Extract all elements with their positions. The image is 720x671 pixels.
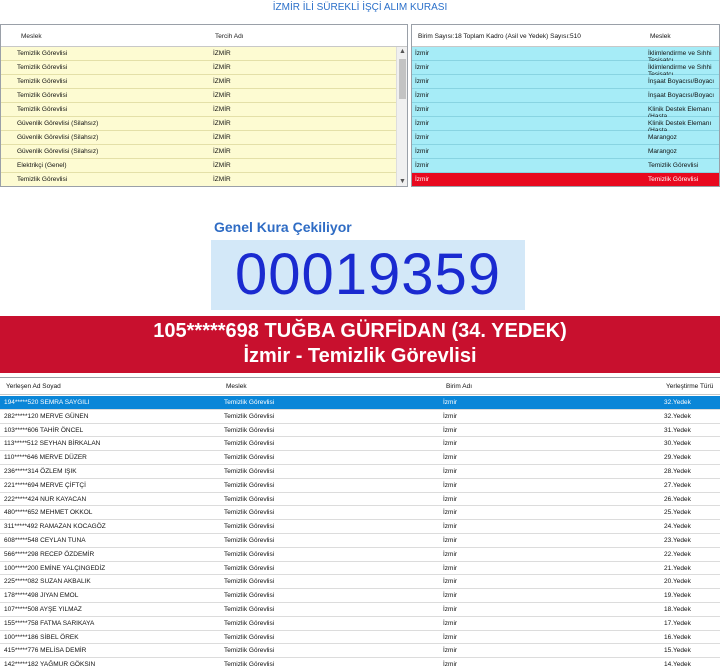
cell: 110*****646 MERVE DÜZER xyxy=(4,454,87,462)
cell: 32.Yedek xyxy=(664,412,691,420)
table-row[interactable] xyxy=(1,47,398,61)
scroll-up-icon[interactable]: ▲ xyxy=(399,48,406,55)
cell: 15.Yedek xyxy=(664,647,691,655)
cell: 107*****508 AYŞE YILMAZ xyxy=(4,605,82,613)
draw-status-label: Genel Kura Çekiliyor xyxy=(214,219,352,235)
cell: İZMİR xyxy=(213,134,231,141)
cell: Temizlik Görevlisi xyxy=(224,578,275,586)
cell: Temizlik Görevlisi xyxy=(17,64,68,71)
table-row[interactable] xyxy=(0,617,720,631)
table-row[interactable] xyxy=(412,173,719,187)
cell: 22.Yedek xyxy=(664,550,691,558)
cell: 225*****082 SUZAN AKBALIK xyxy=(4,578,91,586)
cell: İzmir xyxy=(443,578,458,586)
draw-counter-box xyxy=(211,240,525,310)
cell: 24.Yedek xyxy=(664,523,691,531)
cell: Marangoz xyxy=(648,134,677,141)
cell: 282*****120 MERVE GÜNEN xyxy=(4,412,89,420)
column-header-ad-soyad[interactable]: Yerleşen Ad Soyad xyxy=(6,383,61,390)
table-row[interactable] xyxy=(0,603,720,617)
cell: Temizlik Görevlisi xyxy=(224,633,275,641)
cell: İzmir xyxy=(443,440,458,448)
cell: İzmir xyxy=(415,78,430,85)
cell: İzmir xyxy=(443,661,458,669)
preference-grid-header xyxy=(1,25,407,47)
column-header-birim[interactable]: Birim Sayısı:18 Toplam Kadro (Asil ve Yedek) Sayısı:510 xyxy=(418,33,581,40)
cell: Temizlik Görevlisi xyxy=(224,399,275,406)
cell: Güvenlik Görevlisi (Silahsız) xyxy=(17,120,99,127)
table-row[interactable] xyxy=(0,451,720,465)
cell: Temizlik Görevlisi xyxy=(224,523,275,531)
cell: Temizlik Görevlisi xyxy=(224,454,275,462)
cell: İZMİR xyxy=(213,106,231,113)
table-row[interactable] xyxy=(0,493,720,507)
table-row[interactable] xyxy=(1,159,398,173)
column-header-meslek[interactable]: Meslek xyxy=(650,33,671,40)
table-row[interactable] xyxy=(0,437,720,451)
table-row[interactable] xyxy=(0,465,720,479)
cell: Temizlik Görevlisi xyxy=(17,106,68,113)
cell: Temizlik Görevlisi xyxy=(224,619,275,627)
cell: Temizlik Görevlisi xyxy=(17,78,68,85)
cell: İzmir xyxy=(443,467,458,475)
cell: İZMİR xyxy=(213,64,231,71)
table-row[interactable] xyxy=(0,631,720,645)
placement-grid-rows xyxy=(0,396,720,671)
vertical-scrollbar[interactable] xyxy=(396,47,407,187)
cell: İzmir xyxy=(415,134,430,141)
cell: 103*****606 TAHİR ÖNCEL xyxy=(4,426,84,434)
cell: Temizlik Görevlisi xyxy=(17,176,68,183)
cell: İZMİR xyxy=(213,92,231,99)
cell: 28.Yedek xyxy=(664,467,691,475)
cell: 113*****512 SEYHAN BİRKALAN xyxy=(4,440,101,448)
winner-banner xyxy=(0,316,720,373)
cell: Temizlik Görevlisi xyxy=(224,592,275,600)
table-row[interactable] xyxy=(1,131,398,145)
table-row[interactable] xyxy=(0,575,720,589)
table-row[interactable] xyxy=(412,131,719,145)
cell: 155*****758 FATMA SARIKAYA xyxy=(4,619,95,627)
cell: İzmir xyxy=(443,536,458,544)
cell: Marangoz xyxy=(648,148,677,155)
cell: 31.Yedek xyxy=(664,426,691,434)
cell: 21.Yedek xyxy=(664,564,691,572)
cell: 26.Yedek xyxy=(664,495,691,503)
cell: Temizlik Görevlisi xyxy=(648,162,699,169)
cell: Temizlik Görevlisi xyxy=(224,647,275,655)
cell: İzmir xyxy=(443,495,458,503)
cell: 25.Yedek xyxy=(664,509,691,517)
cell: 100*****200 EMİNE YALÇINGEDİZ xyxy=(4,564,106,572)
cell: İzmir xyxy=(443,426,458,434)
table-row[interactable] xyxy=(1,89,398,103)
cell: İZMİR xyxy=(213,78,231,85)
cell: İnşaat Boyacısı/Boyacı xyxy=(648,78,715,85)
table-row[interactable] xyxy=(0,424,720,438)
scrollbar-thumb[interactable] xyxy=(399,59,406,99)
cell: İzmir xyxy=(415,50,430,57)
cell: İzmir xyxy=(443,619,458,627)
cell: 236*****314 ÖZLEM IŞIK xyxy=(4,467,77,475)
cell: Temizlik Görevlisi xyxy=(224,661,275,669)
cell: 29.Yedek xyxy=(664,454,691,462)
table-row[interactable] xyxy=(1,117,398,131)
cell: 23.Yedek xyxy=(664,536,691,544)
cell: İzmir xyxy=(415,120,430,127)
cell: İZMİR xyxy=(213,50,231,57)
cell: İzmir xyxy=(443,633,458,641)
cell: Temizlik Görevlisi xyxy=(224,536,275,544)
cell: İzmir xyxy=(415,176,430,183)
cell: 608*****548 CEYLAN TUNA xyxy=(4,536,86,544)
cell: Temizlik Görevlisi xyxy=(224,550,275,558)
page-title: İZMİR İLİ SÜREKLİ İŞÇİ ALIM KURASI xyxy=(272,2,448,13)
cell: Güvenlik Görevlisi (Silahsız) xyxy=(17,134,99,141)
table-row[interactable] xyxy=(412,47,719,61)
unit-grid-rows xyxy=(412,47,719,187)
cell: İzmir xyxy=(443,605,458,613)
cell: 17.Yedek xyxy=(664,619,691,627)
cell: Temizlik Görevlisi xyxy=(224,481,275,489)
scroll-down-icon[interactable]: ▼ xyxy=(399,178,406,185)
column-header-tercih-adi[interactable]: Tercih Adı xyxy=(215,33,244,40)
cell: İzmir xyxy=(443,523,458,531)
winner-unit: İzmir - Temizlik Görevlisi xyxy=(243,345,477,367)
column-header-yerlestirme-turu[interactable]: Yerleştirme Türü xyxy=(666,383,714,390)
cell: İZMİR xyxy=(213,120,231,127)
cell: Elektrikçi (Genel) xyxy=(17,162,67,169)
cell: 221*****694 MERVE ÇİFTÇİ xyxy=(4,481,86,489)
column-header-meslek[interactable]: Meslek xyxy=(226,383,247,390)
cell: 142*****182 YAĞMUR GÖKSIN xyxy=(4,661,96,669)
cell: Temizlik Görevlisi xyxy=(224,509,275,517)
cell: 566*****298 RECEP ÖZDEMİR xyxy=(4,550,95,558)
cell: 32.Yedek xyxy=(664,399,691,406)
cell: Temizlik Görevlisi xyxy=(224,564,275,572)
table-row[interactable] xyxy=(412,117,719,131)
cell: İzmir xyxy=(443,412,458,420)
cell: Temizlik Görevlisi xyxy=(17,50,68,57)
cell: İzmir xyxy=(415,148,430,155)
table-row[interactable] xyxy=(412,61,719,75)
cell: Temizlik Görevlisi xyxy=(224,467,275,475)
cell: Temizlik Görevlisi xyxy=(224,495,275,503)
table-row[interactable] xyxy=(0,534,720,548)
table-row[interactable] xyxy=(0,548,720,562)
placement-grid-header xyxy=(0,378,720,395)
table-row[interactable] xyxy=(0,658,720,671)
cell: Temizlik Görevlisi xyxy=(224,440,275,448)
cell: İklimlendirme ve Sıhhi xyxy=(648,50,712,57)
cell: Temizlik Görevlisi xyxy=(17,92,68,99)
table-row[interactable] xyxy=(412,159,719,173)
cell: İzmir xyxy=(415,64,430,71)
cell: 222*****424 NUR KAYACAN xyxy=(4,495,87,503)
cell: İzmir xyxy=(443,399,458,406)
table-row[interactable] xyxy=(1,103,398,117)
cell: Temizlik Görevlisi xyxy=(224,605,275,613)
cell: Temizlik Görevlisi xyxy=(224,412,275,420)
cell: 30.Yedek xyxy=(664,440,691,448)
table-row[interactable] xyxy=(412,75,719,89)
cell: 19.Yedek xyxy=(664,592,691,600)
table-row[interactable] xyxy=(0,562,720,576)
cell: İzmir xyxy=(443,564,458,572)
table-row[interactable] xyxy=(412,145,719,159)
cell: İzmir xyxy=(443,481,458,489)
cell: 16.Yedek xyxy=(664,633,691,641)
cell: İzmir xyxy=(443,509,458,517)
placement-grid[interactable] xyxy=(0,377,720,671)
cell: İZMİR xyxy=(213,176,231,183)
table-row[interactable] xyxy=(1,61,398,75)
cell: İnşaat Boyacısı/Boyacı xyxy=(648,92,715,99)
cell: İzmir xyxy=(443,592,458,600)
table-row[interactable] xyxy=(0,589,720,603)
table-row[interactable] xyxy=(0,396,720,410)
draw-counter-value: 00019359 xyxy=(234,242,502,307)
cell: Klinik Destek Elemanı xyxy=(648,106,712,113)
cell: 194*****520 SEMRA SAYGILI xyxy=(4,399,90,406)
table-row[interactable] xyxy=(0,644,720,658)
table-row[interactable] xyxy=(0,506,720,520)
cell: 100*****186 SİBEL ÖREK xyxy=(4,633,79,641)
cell: İklimlendirme ve Sıhhi xyxy=(648,64,712,71)
table-row[interactable] xyxy=(412,103,719,117)
cell: 480*****652 MEHMET OKKOL xyxy=(4,509,93,517)
cell: 415*****776 MELİSA DEMİR xyxy=(4,647,87,655)
cell: İzmir xyxy=(415,106,430,113)
unit-grid[interactable] xyxy=(411,24,720,187)
cell: 20.Yedek xyxy=(664,578,691,586)
table-row[interactable] xyxy=(0,410,720,424)
table-row[interactable] xyxy=(1,173,398,187)
cell: 311*****492 RAMAZAN KOCAGÖZ xyxy=(4,523,106,531)
table-row[interactable] xyxy=(1,145,398,159)
cell: İzmir xyxy=(415,92,430,99)
cell: Güvenlik Görevlisi (Silahsız) xyxy=(17,148,99,155)
preference-grid[interactable] xyxy=(0,24,408,187)
column-header-birim-adi[interactable]: Birim Adı xyxy=(446,383,473,390)
cell: 27.Yedek xyxy=(664,481,691,489)
cell: İzmir xyxy=(443,454,458,462)
cell: İzmir xyxy=(443,647,458,655)
table-row[interactable] xyxy=(0,479,720,493)
cell: Temizlik Görevlisi xyxy=(224,426,275,434)
table-row[interactable] xyxy=(1,75,398,89)
cell: Klinik Destek Elemanı xyxy=(648,120,712,127)
cell: İZMİR xyxy=(213,162,231,169)
column-header-meslek[interactable]: Meslek xyxy=(21,33,42,40)
winner-name: 105*****698 TUĞBA GÜRFİDAN (34. YEDEK) xyxy=(153,320,567,342)
cell: İZMİR xyxy=(213,148,231,155)
unit-grid-header xyxy=(412,25,719,47)
cell: Temizlik Görevlisi xyxy=(648,176,699,183)
cell: İzmir xyxy=(415,162,430,169)
preference-grid-rows xyxy=(1,47,398,187)
cell: 178*****498 JIYAN EMOL xyxy=(4,592,79,600)
cell: 18.Yedek xyxy=(664,605,691,613)
table-row[interactable] xyxy=(412,89,719,103)
cell: 14.Yedek xyxy=(664,661,691,669)
table-row[interactable] xyxy=(0,520,720,534)
cell: İzmir xyxy=(443,550,458,558)
